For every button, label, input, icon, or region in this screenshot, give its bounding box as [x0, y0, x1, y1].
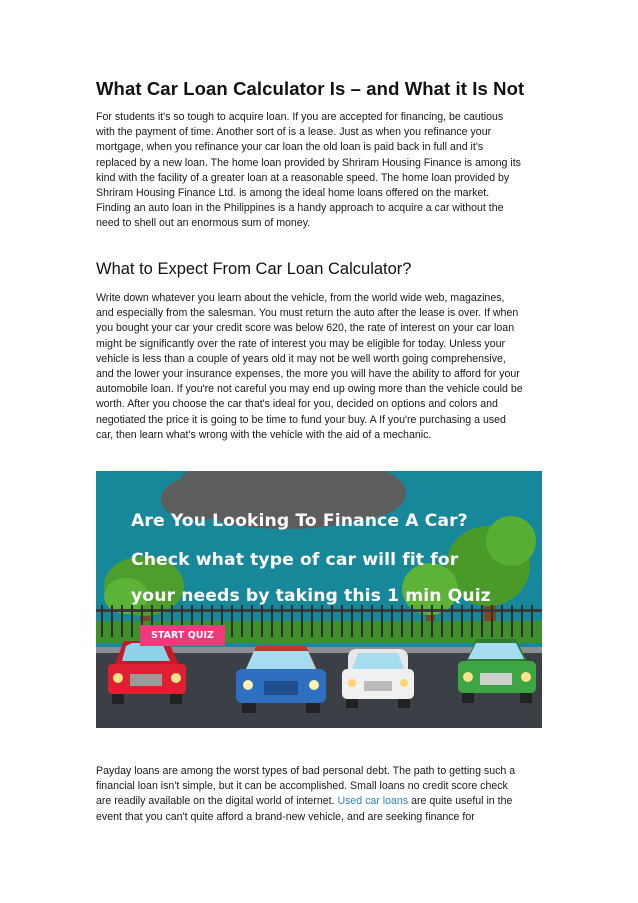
text-segment: are readily available on the digital world of internet. [96, 795, 335, 808]
text-line: worth. After you choose the car that's ideal for you, decided on options and colors and [96, 398, 498, 411]
text-line: with the payment of time. Another sort of is a lease. Just as when you refinance your [96, 126, 492, 139]
banner-subline: your needs by taking this 1 min Quiz [131, 586, 491, 606]
start-quiz-button[interactable]: START QUIZ [140, 625, 225, 646]
text-line: replaced by a new loan. The home loan provided by Shriram Housing Finance is among its [96, 156, 521, 169]
car-finance-quiz-banner[interactable] [96, 471, 542, 728]
section-paragraph [96, 291, 556, 443]
text-line: event that you can't quite afford a brand-new vehicle, and are seeking finance for [96, 810, 475, 823]
article-title: What Car Loan Calculator Is – and What it Is Not [96, 78, 525, 99]
text-line: Finding an auto loan in the Philippines is a handy approach to acquire a car without the [96, 202, 504, 215]
text-line: Payday loans are among the worst types of bad personal debt. The path to getting such a [96, 765, 516, 777]
text-line: mortgage, when you refinance your car loan the old loan is paid back in full and it's [96, 141, 484, 154]
banner-headline: Are You Looking To Finance A Car? [131, 511, 468, 531]
text-line: you bought your car your credit score was below 620, the rate of interest on your car loan [96, 322, 515, 335]
text-line: Write down whatever you learn about the vehicle, from the world wide web, magazines, [96, 292, 505, 304]
closing-paragraph [96, 764, 556, 825]
text-line: might be significantly over the rate of interest you may be eligible for today. Unless your [96, 337, 506, 350]
used-car-loans-link[interactable]: Used car loans [337, 795, 409, 808]
text-line: financial loan isn't simple, but it can be accomplished. Small loans no credit score check [96, 780, 508, 793]
text-line: automobile loan. If you're not careful you may end up owing more than the vehicle could be [96, 383, 523, 396]
text-line [96, 794, 556, 809]
section-heading: What to Expect From Car Loan Calculator? [96, 260, 412, 278]
text-line: need to shell out an enormous sum of money. [96, 217, 311, 230]
intro-paragraph [96, 110, 556, 232]
banner-subline: Check what type of car will fit for [131, 550, 459, 570]
text-line: negotiated the price it is going to be time to fund your buy. A If you're purchasing a used [96, 413, 506, 426]
text-line: vehicle is less than a couple of years old it may not be well worth going comprehensive, [96, 352, 506, 365]
text-line: and the lower your insurance expenses, the more you will have the ability to afford for your [96, 368, 520, 381]
text-line: For students it's so tough to acquire loan. If you are accepted for financing, be cautious [96, 111, 504, 123]
text-line: Shriram Housing Finance Ltd. is among the ideal home loans offered on the market. [96, 187, 490, 200]
text-segment: are quite useful in the [408, 795, 513, 808]
text-line: kind with the facility of a greater loan at a reasonable speed. The home loan provided by [96, 171, 510, 184]
text-line: and especially from the salesman. You must return the auto after the lease is over. If when [96, 307, 519, 320]
text-line: car, then learn what's wrong with the vehicle with the aid of a mechanic. [96, 428, 432, 441]
